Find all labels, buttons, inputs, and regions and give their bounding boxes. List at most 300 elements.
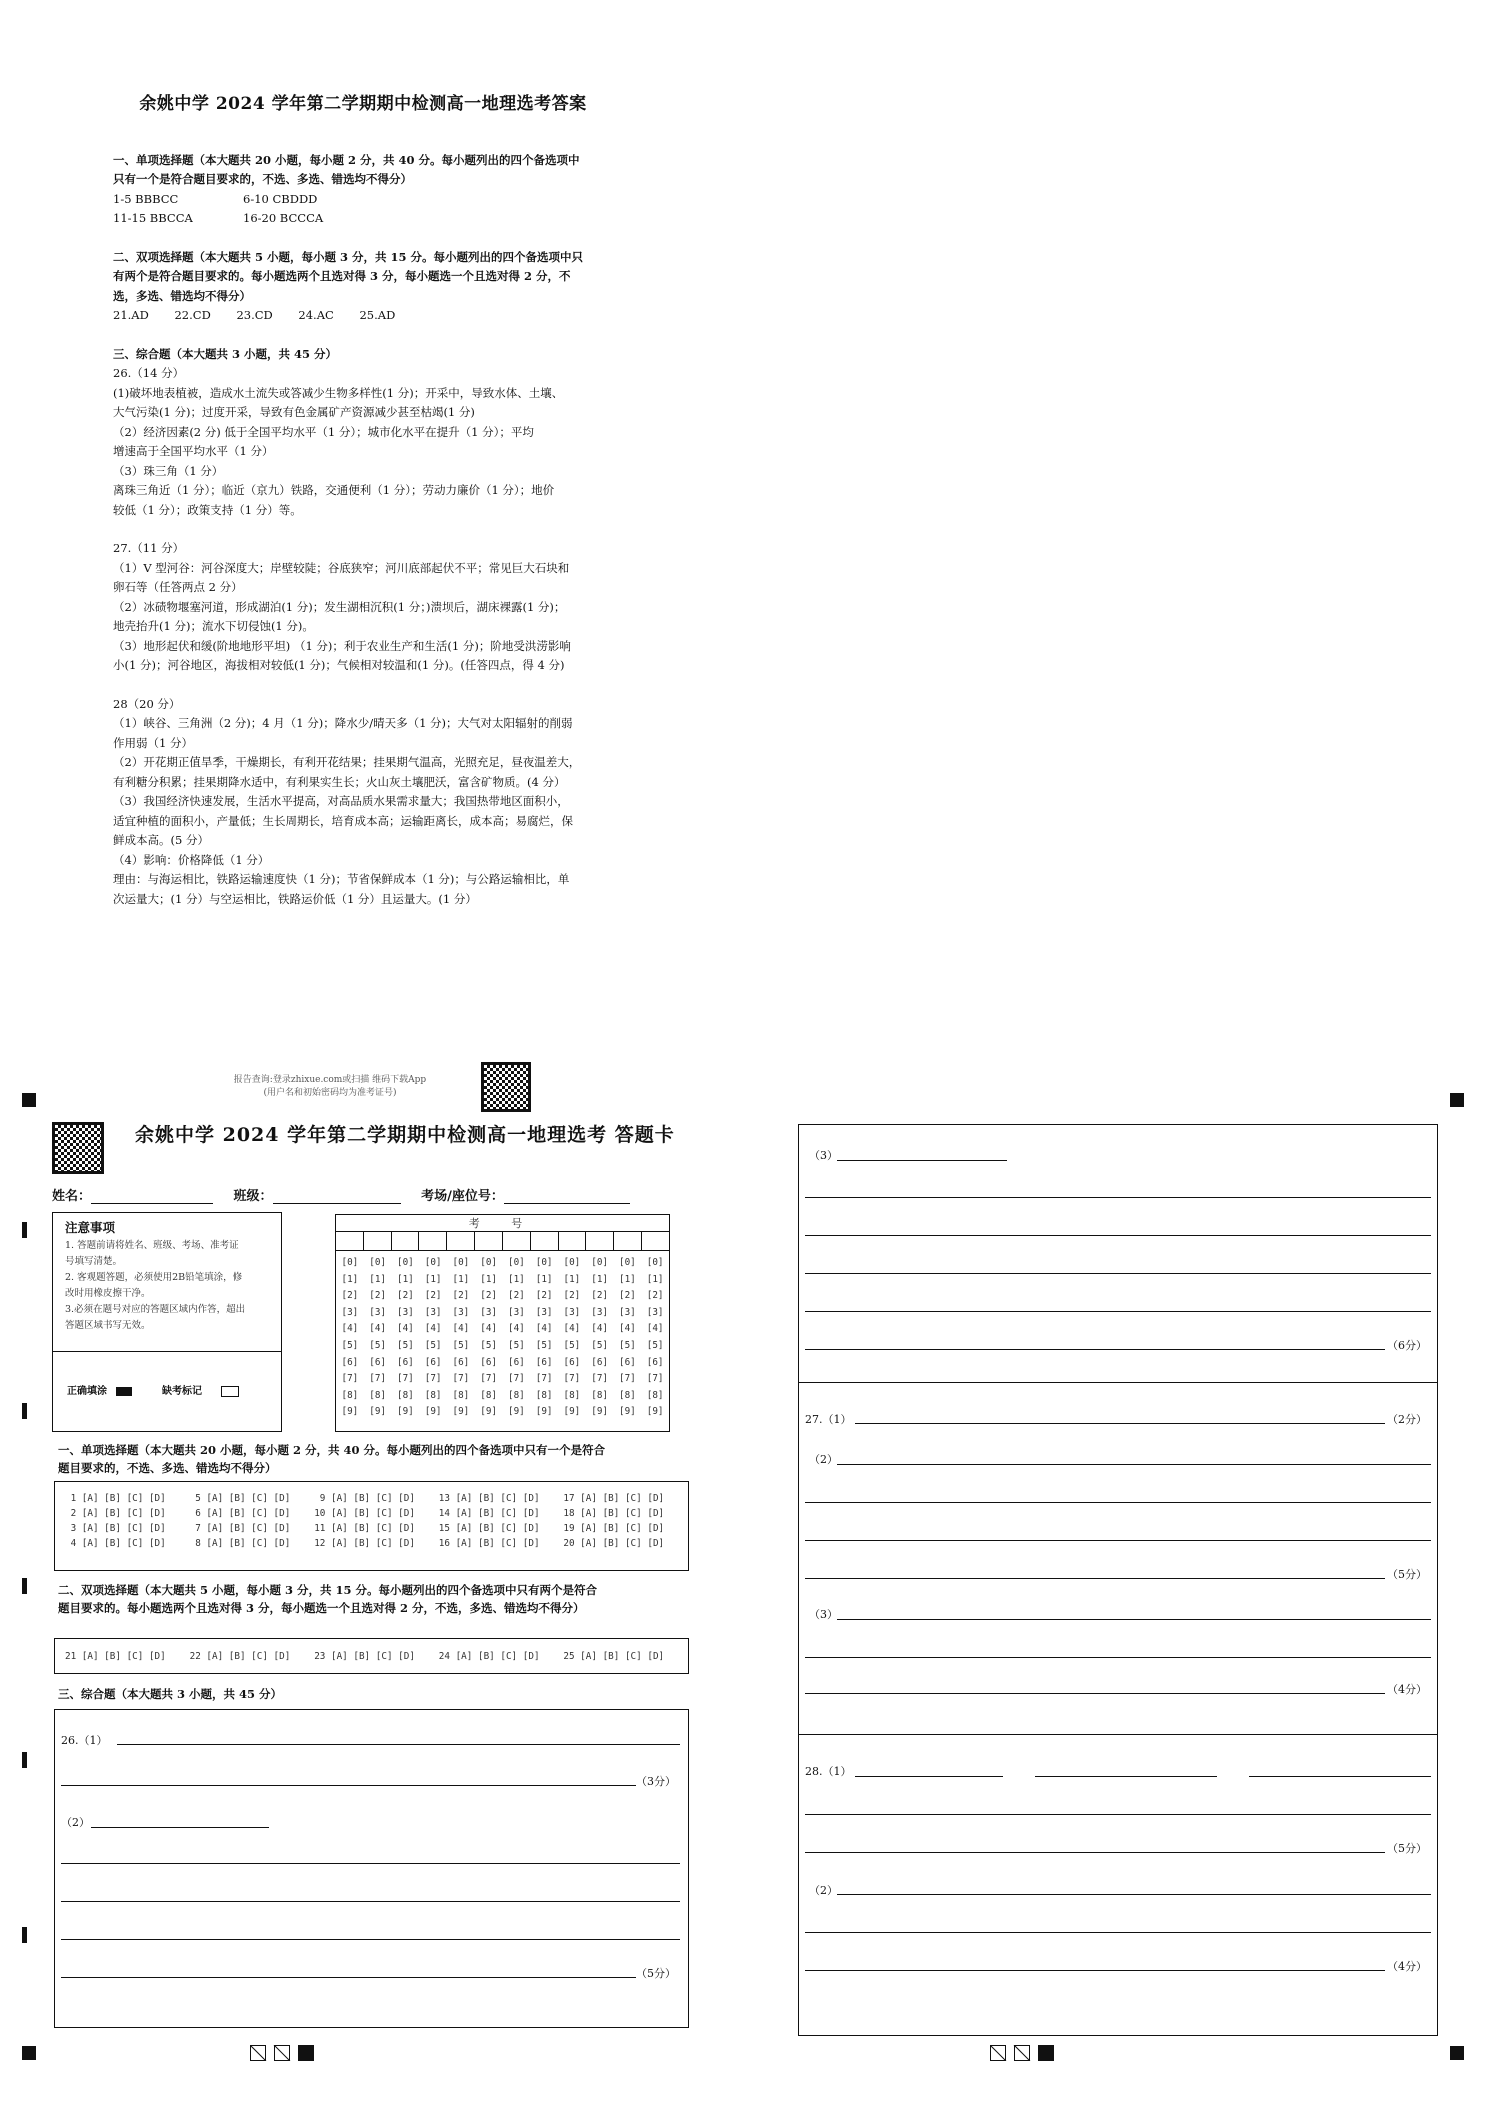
answer-line[interactable] [1035, 1776, 1217, 1777]
timing-mark [22, 1752, 27, 1768]
answer-line[interactable] [1249, 1776, 1431, 1777]
section1-header-cont: 只有一个是符合题目要求的，不选、多选、错选均不得分） [113, 172, 412, 186]
exam-number-column[interactable] [586, 1255, 614, 1421]
digit-bubble[interactable]: [6] [452, 1356, 470, 1368]
exam-number-column[interactable] [530, 1255, 558, 1421]
digit-bubble[interactable]: [8] [480, 1389, 498, 1401]
digit-bubble[interactable]: [9] [591, 1406, 609, 1418]
answer-line[interactable] [805, 1273, 1431, 1274]
digit-bubble[interactable]: [3] [535, 1306, 553, 1318]
digit-bubble[interactable]: [7] [507, 1373, 525, 1385]
q26-part2-label: （2） [61, 1816, 90, 1829]
answer-line[interactable] [855, 1423, 1385, 1424]
choice-item[interactable]: 12 [A] [B] [C] [D] [314, 1538, 415, 1549]
answer-line[interactable] [805, 1578, 1385, 1579]
answer-line: （1）峡谷、三角洲（2 分)；4 月（1 分)；降水少/晴天多（1 分)；大气对太阳辐射的削弱 [113, 716, 573, 730]
q27-label: 27.（1） [805, 1413, 852, 1426]
q27-score-3: （4分） [1387, 1683, 1427, 1696]
answer-line[interactable] [61, 1785, 636, 1786]
digit-bubble[interactable]: [9] [424, 1406, 442, 1418]
digit-bubble[interactable]: [9] [452, 1406, 470, 1418]
digit-bubble[interactable]: [4] [341, 1323, 359, 1335]
digit-bubble[interactable]: [0] [369, 1257, 387, 1268]
seat-field[interactable] [504, 1189, 630, 1204]
single-choice-header [58, 1441, 698, 1477]
answer-line: 28（20 分） [113, 696, 181, 711]
digit-bubble[interactable]: [6] [646, 1356, 664, 1368]
digit-bubble[interactable]: [9] [341, 1406, 359, 1418]
digit-bubble[interactable]: [7] [396, 1373, 414, 1385]
section2-header-cont: 有两个是符合题目要求的。每小题选两个且选对得 3 分，每小题选一个且选对得 2 分，不 [113, 269, 571, 283]
digit-bubble[interactable]: [3] [369, 1306, 387, 1318]
digit-bubble[interactable]: [8] [618, 1389, 636, 1401]
digit-bubble[interactable]: [3] [341, 1306, 359, 1318]
q27-score-1: （2分） [1387, 1413, 1427, 1426]
answer-line[interactable] [805, 1540, 1431, 1541]
registration-mark [22, 2046, 36, 2060]
digit-bubble[interactable]: [4] [452, 1323, 470, 1335]
q27-part3-label: （3） [809, 1608, 838, 1621]
digit-bubble[interactable]: [8] [341, 1389, 359, 1401]
digit-bubble[interactable]: [5] [618, 1339, 636, 1351]
digit-bubble[interactable]: [6] [369, 1356, 387, 1368]
fill-correct-label: 正确填涂 [67, 1386, 107, 1397]
timing-mark [22, 1222, 27, 1238]
double-choice-grid[interactable] [55, 1639, 688, 1662]
answer-line: （4）影响：价格降低（1 分） [113, 852, 270, 867]
name-field[interactable] [91, 1189, 213, 1204]
notice-line: 答题区域书写无效。 [65, 1320, 151, 1331]
answer-range: 16-20 BCCCA [243, 211, 324, 225]
digit-bubble[interactable]: [1] [341, 1273, 359, 1285]
answer-line: 离珠三角近（1 分）；临近（京九）铁路，交通便利（1 分）；劳动力廉价（1 分）；地价 [113, 483, 555, 497]
single-choice-grid[interactable] [55, 1482, 688, 1549]
digit-bubble[interactable]: [0] [646, 1257, 664, 1268]
filled-mark-icon [116, 1387, 132, 1396]
exam-number-column[interactable] [641, 1255, 669, 1421]
answer-line[interactable] [837, 1464, 1431, 1465]
digit-bubble[interactable]: [7] [563, 1373, 581, 1385]
choice-item[interactable]: 18 [A] [B] [C] [D] [563, 1508, 665, 1519]
answer-line[interactable] [855, 1776, 1003, 1777]
digit-bubble[interactable]: [1] [424, 1273, 442, 1285]
digit-bubble[interactable]: [4] [535, 1323, 553, 1335]
double-choice-area[interactable] [54, 1638, 689, 1674]
q26-answer [113, 364, 633, 520]
digit-bubble[interactable]: [3] [396, 1306, 414, 1318]
digit-bubble[interactable]: [5] [535, 1339, 553, 1351]
digit-bubble[interactable]: [1] [480, 1273, 498, 1285]
choice-item[interactable]: 21 [A] [B] [C] [D] [65, 1651, 166, 1662]
answer: 21.AD [113, 308, 149, 322]
exam-number-column[interactable] [614, 1255, 642, 1421]
q27-answer [113, 539, 633, 676]
answer: 24.AC [298, 308, 334, 322]
answer-line[interactable] [805, 1852, 1385, 1853]
exam-number-column[interactable] [558, 1255, 586, 1421]
digit-bubble[interactable]: [5] [480, 1339, 498, 1351]
exam-number-bubbles[interactable] [336, 1251, 669, 1421]
double-choice-header-line: 题目要求的。每小题选两个且选对得 3 分，每小题选一个且选对得 2 分，不选，多选、错选均不得分） [58, 1601, 585, 1615]
choice-item[interactable]: 7 [A] [B] [C] [D] [189, 1523, 291, 1534]
exam-number-label: 考 号 [336, 1215, 669, 1232]
digit-bubble[interactable]: [8] [535, 1389, 553, 1401]
digit-bubble[interactable]: [6] [396, 1356, 414, 1368]
digit-bubble[interactable]: [4] [646, 1323, 664, 1335]
digit-bubble[interactable]: [5] [341, 1339, 359, 1351]
answer-line[interactable] [805, 1657, 1431, 1658]
section1-answers-row2 [113, 209, 633, 229]
digit-bubble[interactable]: [0] [563, 1257, 581, 1268]
choice-item[interactable]: 10 [A] [B] [C] [D] [314, 1508, 415, 1519]
digit-bubble[interactable]: [3] [452, 1306, 470, 1318]
timing-mark [22, 1578, 27, 1594]
digit-bubble[interactable]: [9] [396, 1406, 414, 1418]
single-choice-header-line: 一、单项选择题（本大题共 20 小题，每小题 2 分，共 40 分。每小题列出的四个备选项中只有一个是符合 [58, 1443, 606, 1457]
answer-range: 11-15 BBCCA [113, 211, 193, 225]
digit-bubble[interactable]: [7] [618, 1373, 636, 1385]
answer-line: （1）V 型河谷：河谷深度大；岸壁较陡；谷底狭窄；河川底部起伏不平；常见巨大石块和 [113, 560, 570, 575]
single-choice-area[interactable] [54, 1481, 689, 1571]
answer-line: (1)破坏地表植被，造成水土流失或答减少生物多样性(1 分)；开采中，导致水体、土壤、 [113, 385, 564, 400]
choice-item[interactable]: 1 [A] [B] [C] [D] [65, 1493, 166, 1504]
q26-score-1: （3分） [636, 1775, 676, 1788]
exam-number-write-cells[interactable] [336, 1232, 669, 1251]
digit-bubble[interactable]: [3] [646, 1306, 664, 1318]
digit-bubble[interactable]: [0] [480, 1257, 498, 1268]
digit-bubble[interactable]: [4] [480, 1323, 498, 1335]
notice-line: 1. 答题前请将姓名、班级、考场、准考证 [65, 1240, 239, 1251]
answer-line: 27.（11 分） [113, 541, 185, 555]
q27-score-2: （5分） [1387, 1568, 1427, 1581]
answer-line[interactable] [805, 1197, 1431, 1198]
answer-line[interactable] [117, 1744, 680, 1745]
answer-line[interactable] [805, 1932, 1431, 1933]
digit-bubble[interactable]: [7] [535, 1373, 553, 1385]
answer-line[interactable] [805, 1502, 1431, 1503]
class-label: 班级： [233, 1189, 273, 1204]
answer-line: （2）冰碛物堰塞河道，形成湖泊(1 分)；发生湖相沉积(1 分；)溃坝后，湖床裸露(1 分)； [113, 599, 566, 614]
answer-line: （2）经济因素(2 分) 低于全国平均水平（1 分）；城市化水平在提升（1 分）；平均 [113, 424, 534, 439]
answer-range: 1-5 BBBCC [113, 191, 179, 206]
digit-bubble[interactable]: [7] [341, 1373, 359, 1385]
answer-line: 较低（1 分）；政策支持（1 分）等。 [113, 502, 302, 517]
digit-bubble[interactable]: [1] [369, 1273, 387, 1285]
choice-item[interactable]: 3 [A] [B] [C] [D] [65, 1523, 166, 1534]
section2-header: 二、双项选择题（本大题共 5 小题，每小题 3 分，共 15 分。每小题列出的四个备选项中只 [113, 249, 584, 264]
q27-part2-label: （2） [809, 1453, 838, 1466]
answer-key-title: 余姚中学 2024 学年第二学期期中检测高一地理选考答案 [139, 94, 587, 114]
exam-number-column[interactable] [419, 1255, 447, 1421]
answer-line: 作用弱（1 分） [113, 735, 193, 750]
section1-answers-row1 [113, 190, 633, 210]
report-note [210, 1074, 450, 1100]
digit-bubble[interactable]: [3] [480, 1306, 498, 1318]
q26-answer-box[interactable] [54, 1709, 689, 2028]
digit-bubble[interactable]: [5] [591, 1339, 609, 1351]
seat-label: 考场/座位号： [421, 1189, 504, 1204]
choice-item[interactable]: 23 [A] [B] [C] [D] [314, 1651, 415, 1662]
digit-bubble[interactable]: [0] [341, 1257, 359, 1268]
notice-lines [65, 1238, 273, 1334]
choice-item[interactable]: 8 [A] [B] [C] [D] [189, 1538, 291, 1549]
digit-bubble[interactable]: [2] [591, 1290, 609, 1302]
digit-bubble[interactable]: [1] [618, 1273, 636, 1285]
digit-bubble[interactable]: [3] [618, 1306, 636, 1318]
page-marks-right [990, 2045, 1060, 2061]
answer-line: 适宜种植的面积小，产量低；生长周期长，培育成本高；运输距离长，成本高；易腐烂，保 [113, 813, 573, 828]
digit-bubble[interactable]: [2] [396, 1290, 414, 1302]
choice-item[interactable]: 6 [A] [B] [C] [D] [189, 1508, 291, 1519]
exam-number-column[interactable] [475, 1255, 503, 1421]
digit-bubble[interactable]: [3] [591, 1306, 609, 1318]
exam-number-column[interactable] [447, 1255, 475, 1421]
digit-bubble[interactable]: [6] [480, 1356, 498, 1368]
q28-label: 28.（1） [805, 1765, 852, 1778]
q28-score-2: （4分） [1387, 1960, 1427, 1973]
digit-bubble[interactable]: [4] [591, 1323, 609, 1335]
q26-score-2: （5分） [636, 1967, 676, 1980]
digit-bubble[interactable]: [0] [452, 1257, 470, 1268]
qr-code-icon [481, 1062, 531, 1112]
digit-bubble[interactable]: [7] [452, 1373, 470, 1385]
choice-item[interactable]: 16 [A] [B] [C] [D] [438, 1538, 540, 1549]
answer-line[interactable] [805, 1814, 1431, 1815]
digit-bubble[interactable]: [1] [591, 1273, 609, 1285]
answer-line: 大气污染(1 分)；过度开采，导致有色金属矿产资源减少甚至枯竭(1 分) [113, 405, 475, 419]
answer-line[interactable] [61, 1863, 680, 1864]
q26-label: 26.（1） [61, 1734, 108, 1747]
choice-item[interactable]: 2 [A] [B] [C] [D] [65, 1508, 166, 1519]
digit-bubble[interactable]: [4] [618, 1323, 636, 1335]
digit-bubble[interactable]: [0] [591, 1257, 609, 1268]
digit-bubble[interactable]: [0] [396, 1257, 414, 1268]
answer-line[interactable] [837, 1619, 1431, 1620]
digit-bubble[interactable]: [2] [535, 1290, 553, 1302]
choice-item[interactable]: 11 [A] [B] [C] [D] [314, 1523, 415, 1534]
digit-bubble[interactable]: [6] [424, 1356, 442, 1368]
digit-bubble[interactable]: [4] [396, 1323, 414, 1335]
digit-bubble[interactable]: [8] [452, 1389, 470, 1401]
section2-answers [113, 306, 633, 326]
digit-bubble[interactable]: [8] [424, 1389, 442, 1401]
digit-bubble[interactable]: [2] [341, 1290, 359, 1302]
digit-bubble[interactable]: [1] [535, 1273, 553, 1285]
digit-bubble[interactable]: [7] [424, 1373, 442, 1385]
exam-number-column[interactable] [392, 1255, 420, 1421]
timing-mark [22, 1927, 27, 1943]
choice-item[interactable]: 9 [A] [B] [C] [D] [314, 1493, 415, 1504]
q28-score-1: （5分） [1387, 1842, 1427, 1855]
choice-item[interactable]: 13 [A] [B] [C] [D] [438, 1493, 540, 1504]
digit-bubble[interactable]: [2] [563, 1290, 581, 1302]
answer-line[interactable] [805, 1970, 1385, 1971]
digit-bubble[interactable]: [4] [563, 1323, 581, 1335]
registration-mark [22, 1093, 36, 1107]
notice-title: 注意事项 [65, 1220, 116, 1235]
answer-line: 次运量大；(1 分）与空运相比，铁路运价低（1 分）且运量大。(1 分） [113, 891, 477, 906]
digit-bubble[interactable]: [3] [563, 1306, 581, 1318]
notice-line: 号填写清楚。 [65, 1256, 123, 1267]
answer-line[interactable] [61, 1977, 636, 1978]
digit-bubble[interactable]: [7] [591, 1373, 609, 1385]
digit-bubble[interactable]: [4] [507, 1323, 525, 1335]
digit-bubble[interactable]: [0] [424, 1257, 442, 1268]
answer-line: （3）我国经济快速发展，生活水平提高，对高品质水果需求量大；我国热带地区面积小， [113, 794, 569, 808]
answer-line: （3）地形起伏和缓(阶地地形平坦) （1 分)；利于农业生产和生活(1 分)；阶地受洪涝影响 [113, 638, 571, 653]
absent-checkbox[interactable] [221, 1386, 239, 1397]
digit-bubble[interactable]: [5] [452, 1339, 470, 1351]
sheet-title: 余姚中学 2024 学年第二学期期中检测高一地理选考 答题卡 [135, 1124, 675, 1146]
digit-bubble[interactable]: [9] [369, 1406, 387, 1418]
answer: 22.CD [174, 308, 211, 322]
digit-bubble[interactable]: [6] [535, 1356, 553, 1368]
answer-line: 有利糖分积累；挂果期降水适中，有利果实生长；火山灰土壤肥沃，富含矿物质。(4 分） [113, 774, 566, 789]
digit-bubble[interactable]: [2] [480, 1290, 498, 1302]
answer: 23.CD [236, 308, 273, 322]
timing-mark [22, 1403, 27, 1419]
fill-legend [67, 1383, 239, 1400]
answer-line[interactable] [805, 1235, 1431, 1236]
comprehensive-header: 三、综合题（本大题共 3 小题，共 45 分） [58, 1687, 283, 1701]
digit-bubble[interactable]: [7] [480, 1373, 498, 1385]
digit-bubble[interactable]: [2] [646, 1290, 664, 1302]
registration-mark [1450, 1093, 1464, 1107]
section2-header-cont: 选，多选、错选均不得分） [113, 288, 251, 303]
notice-line: 改时用橡皮擦干净。 [65, 1288, 151, 1299]
digit-bubble[interactable]: [8] [591, 1389, 609, 1401]
digit-bubble[interactable]: [0] [507, 1257, 525, 1268]
page-marks-left [250, 2045, 320, 2061]
choice-item[interactable]: 4 [A] [B] [C] [D] [65, 1538, 166, 1549]
student-info-row [52, 1185, 692, 1204]
digit-bubble[interactable]: [3] [424, 1306, 442, 1318]
exam-number-column[interactable] [364, 1255, 392, 1421]
digit-bubble[interactable]: [4] [424, 1323, 442, 1335]
digit-bubble[interactable]: [9] [535, 1406, 553, 1418]
answer-line: 卵石等（任答两点 2 分） [113, 580, 243, 594]
digit-bubble[interactable]: [2] [452, 1290, 470, 1302]
q26-part3-label: （3） [809, 1149, 838, 1162]
answer-line[interactable] [805, 1349, 1385, 1350]
report-note-line: 报告查询:登录zhixue.com或扫描 维码下载App [233, 1075, 427, 1085]
answer-line: 鲜成本高。(5 分） [113, 833, 209, 847]
digit-bubble[interactable]: [5] [563, 1339, 581, 1351]
exam-number-column[interactable] [336, 1255, 364, 1421]
answer-line[interactable] [91, 1827, 269, 1828]
digit-bubble[interactable]: [0] [618, 1257, 636, 1268]
digit-bubble[interactable]: [9] [618, 1406, 636, 1418]
choice-item[interactable]: 19 [A] [B] [C] [D] [563, 1523, 665, 1534]
digit-bubble[interactable]: [3] [507, 1306, 525, 1318]
answer: 25.AD [359, 308, 396, 322]
choice-item[interactable]: 5 [A] [B] [C] [D] [189, 1493, 291, 1504]
digit-bubble[interactable]: [9] [480, 1406, 498, 1418]
digit-bubble[interactable]: [1] [452, 1273, 470, 1285]
class-field[interactable] [273, 1189, 401, 1204]
digit-bubble[interactable]: [9] [563, 1406, 581, 1418]
name-label: 姓名： [52, 1189, 92, 1204]
digit-bubble[interactable]: [1] [507, 1273, 525, 1285]
choice-item[interactable]: 17 [A] [B] [C] [D] [563, 1493, 665, 1504]
digit-bubble[interactable]: [1] [563, 1273, 581, 1285]
qr-code-icon [52, 1122, 104, 1174]
notice-line: 3.必须在题号对应的答题区域内作答，超出 [65, 1304, 246, 1315]
digit-bubble[interactable]: [0] [535, 1257, 553, 1268]
digit-bubble[interactable]: [8] [507, 1389, 525, 1401]
digit-bubble[interactable]: [4] [369, 1323, 387, 1335]
section1-header: 一、单项选择题（本大题共 20 小题，每小题 2 分，共 40 分。每小题列出的四个备选项中 [113, 152, 580, 167]
choice-item[interactable]: 25 [A] [B] [C] [D] [563, 1651, 665, 1662]
answer-line: 地壳抬升(1 分)；流水下切侵蚀(1 分)。 [113, 619, 314, 633]
answer-line: 增速高于全国平均水平（1 分） [113, 444, 274, 458]
digit-bubble[interactable]: [8] [646, 1389, 664, 1401]
q26-score-3: （6分） [1387, 1339, 1427, 1352]
exam-number-grid [335, 1214, 670, 1432]
digit-bubble[interactable]: [9] [507, 1406, 525, 1418]
digit-bubble[interactable]: [5] [424, 1339, 442, 1351]
digit-bubble[interactable]: [5] [396, 1339, 414, 1351]
answer-line: 理由：与海运相比，铁路运输速度快（1 分)；节省保鲜成本（1 分)；与公路运输相比，单 [113, 872, 570, 886]
choice-item[interactable]: 14 [A] [B] [C] [D] [438, 1508, 540, 1519]
digit-bubble[interactable]: [2] [369, 1290, 387, 1302]
choice-item[interactable]: 15 [A] [B] [C] [D] [438, 1523, 540, 1534]
absent-label: 缺考标记 [161, 1386, 202, 1397]
exam-number-column[interactable] [503, 1255, 531, 1421]
digit-bubble[interactable]: [2] [424, 1290, 442, 1302]
single-choice-header-line: 题目要求的，不选、多选、错选均不得分） [58, 1461, 277, 1475]
answer-line[interactable] [805, 1693, 1385, 1694]
answer-line[interactable] [837, 1160, 1007, 1161]
digit-bubble[interactable]: [7] [646, 1373, 664, 1385]
digit-bubble[interactable]: [8] [563, 1389, 581, 1401]
q28-part2-label: （2） [809, 1884, 838, 1897]
right-answer-box[interactable] [798, 1124, 1438, 2036]
digit-bubble[interactable]: [8] [369, 1389, 387, 1401]
answer-line[interactable] [837, 1894, 1431, 1895]
digit-bubble[interactable]: [1] [646, 1273, 664, 1285]
digit-bubble[interactable]: [5] [507, 1339, 525, 1351]
digit-bubble[interactable]: [7] [369, 1373, 387, 1385]
digit-bubble[interactable]: [5] [369, 1339, 387, 1351]
choice-item[interactable]: 24 [A] [B] [C] [D] [438, 1651, 540, 1662]
double-choice-header [58, 1581, 698, 1617]
answer-key [113, 95, 633, 909]
digit-bubble[interactable]: [2] [507, 1290, 525, 1302]
digit-bubble[interactable]: [8] [396, 1389, 414, 1401]
answer-line[interactable] [805, 1311, 1431, 1312]
choice-item[interactable]: 20 [A] [B] [C] [D] [563, 1538, 665, 1549]
answer-line[interactable] [61, 1939, 680, 1940]
registration-mark [1450, 2046, 1464, 2060]
notice-line: 2. 客观题答题，必须使用2B铅笔填涂，修 [65, 1272, 243, 1283]
digit-bubble[interactable]: [5] [646, 1339, 664, 1351]
digit-bubble[interactable]: [6] [618, 1356, 636, 1368]
answer-line[interactable] [61, 1901, 680, 1902]
answer-line: 小(1 分)；河谷地区，海拔相对较低(1 分)；气候相对较温和(1 分)。(任答四点，得 4 分) [113, 658, 565, 672]
answer-range: 6-10 CBDDD [243, 191, 318, 206]
double-choice-header-line: 二、双项选择题（本大题共 5 小题，每小题 3 分，共 15 分。每小题列出的四个备选项中只有两个是符合 [58, 1583, 598, 1597]
digit-bubble[interactable]: [6] [507, 1356, 525, 1368]
digit-bubble[interactable]: [6] [563, 1356, 581, 1368]
choice-item[interactable]: 22 [A] [B] [C] [D] [189, 1651, 291, 1662]
digit-bubble[interactable]: [2] [618, 1290, 636, 1302]
digit-bubble[interactable]: [6] [591, 1356, 609, 1368]
digit-bubble[interactable]: [9] [646, 1406, 664, 1418]
answer-line: （2）开花期正值旱季，干燥期长，有利开花结果；挂果期气温高，光照充足，昼夜温差大， [113, 755, 581, 769]
digit-bubble[interactable]: [1] [396, 1273, 414, 1285]
digit-bubble[interactable]: [6] [341, 1356, 359, 1368]
